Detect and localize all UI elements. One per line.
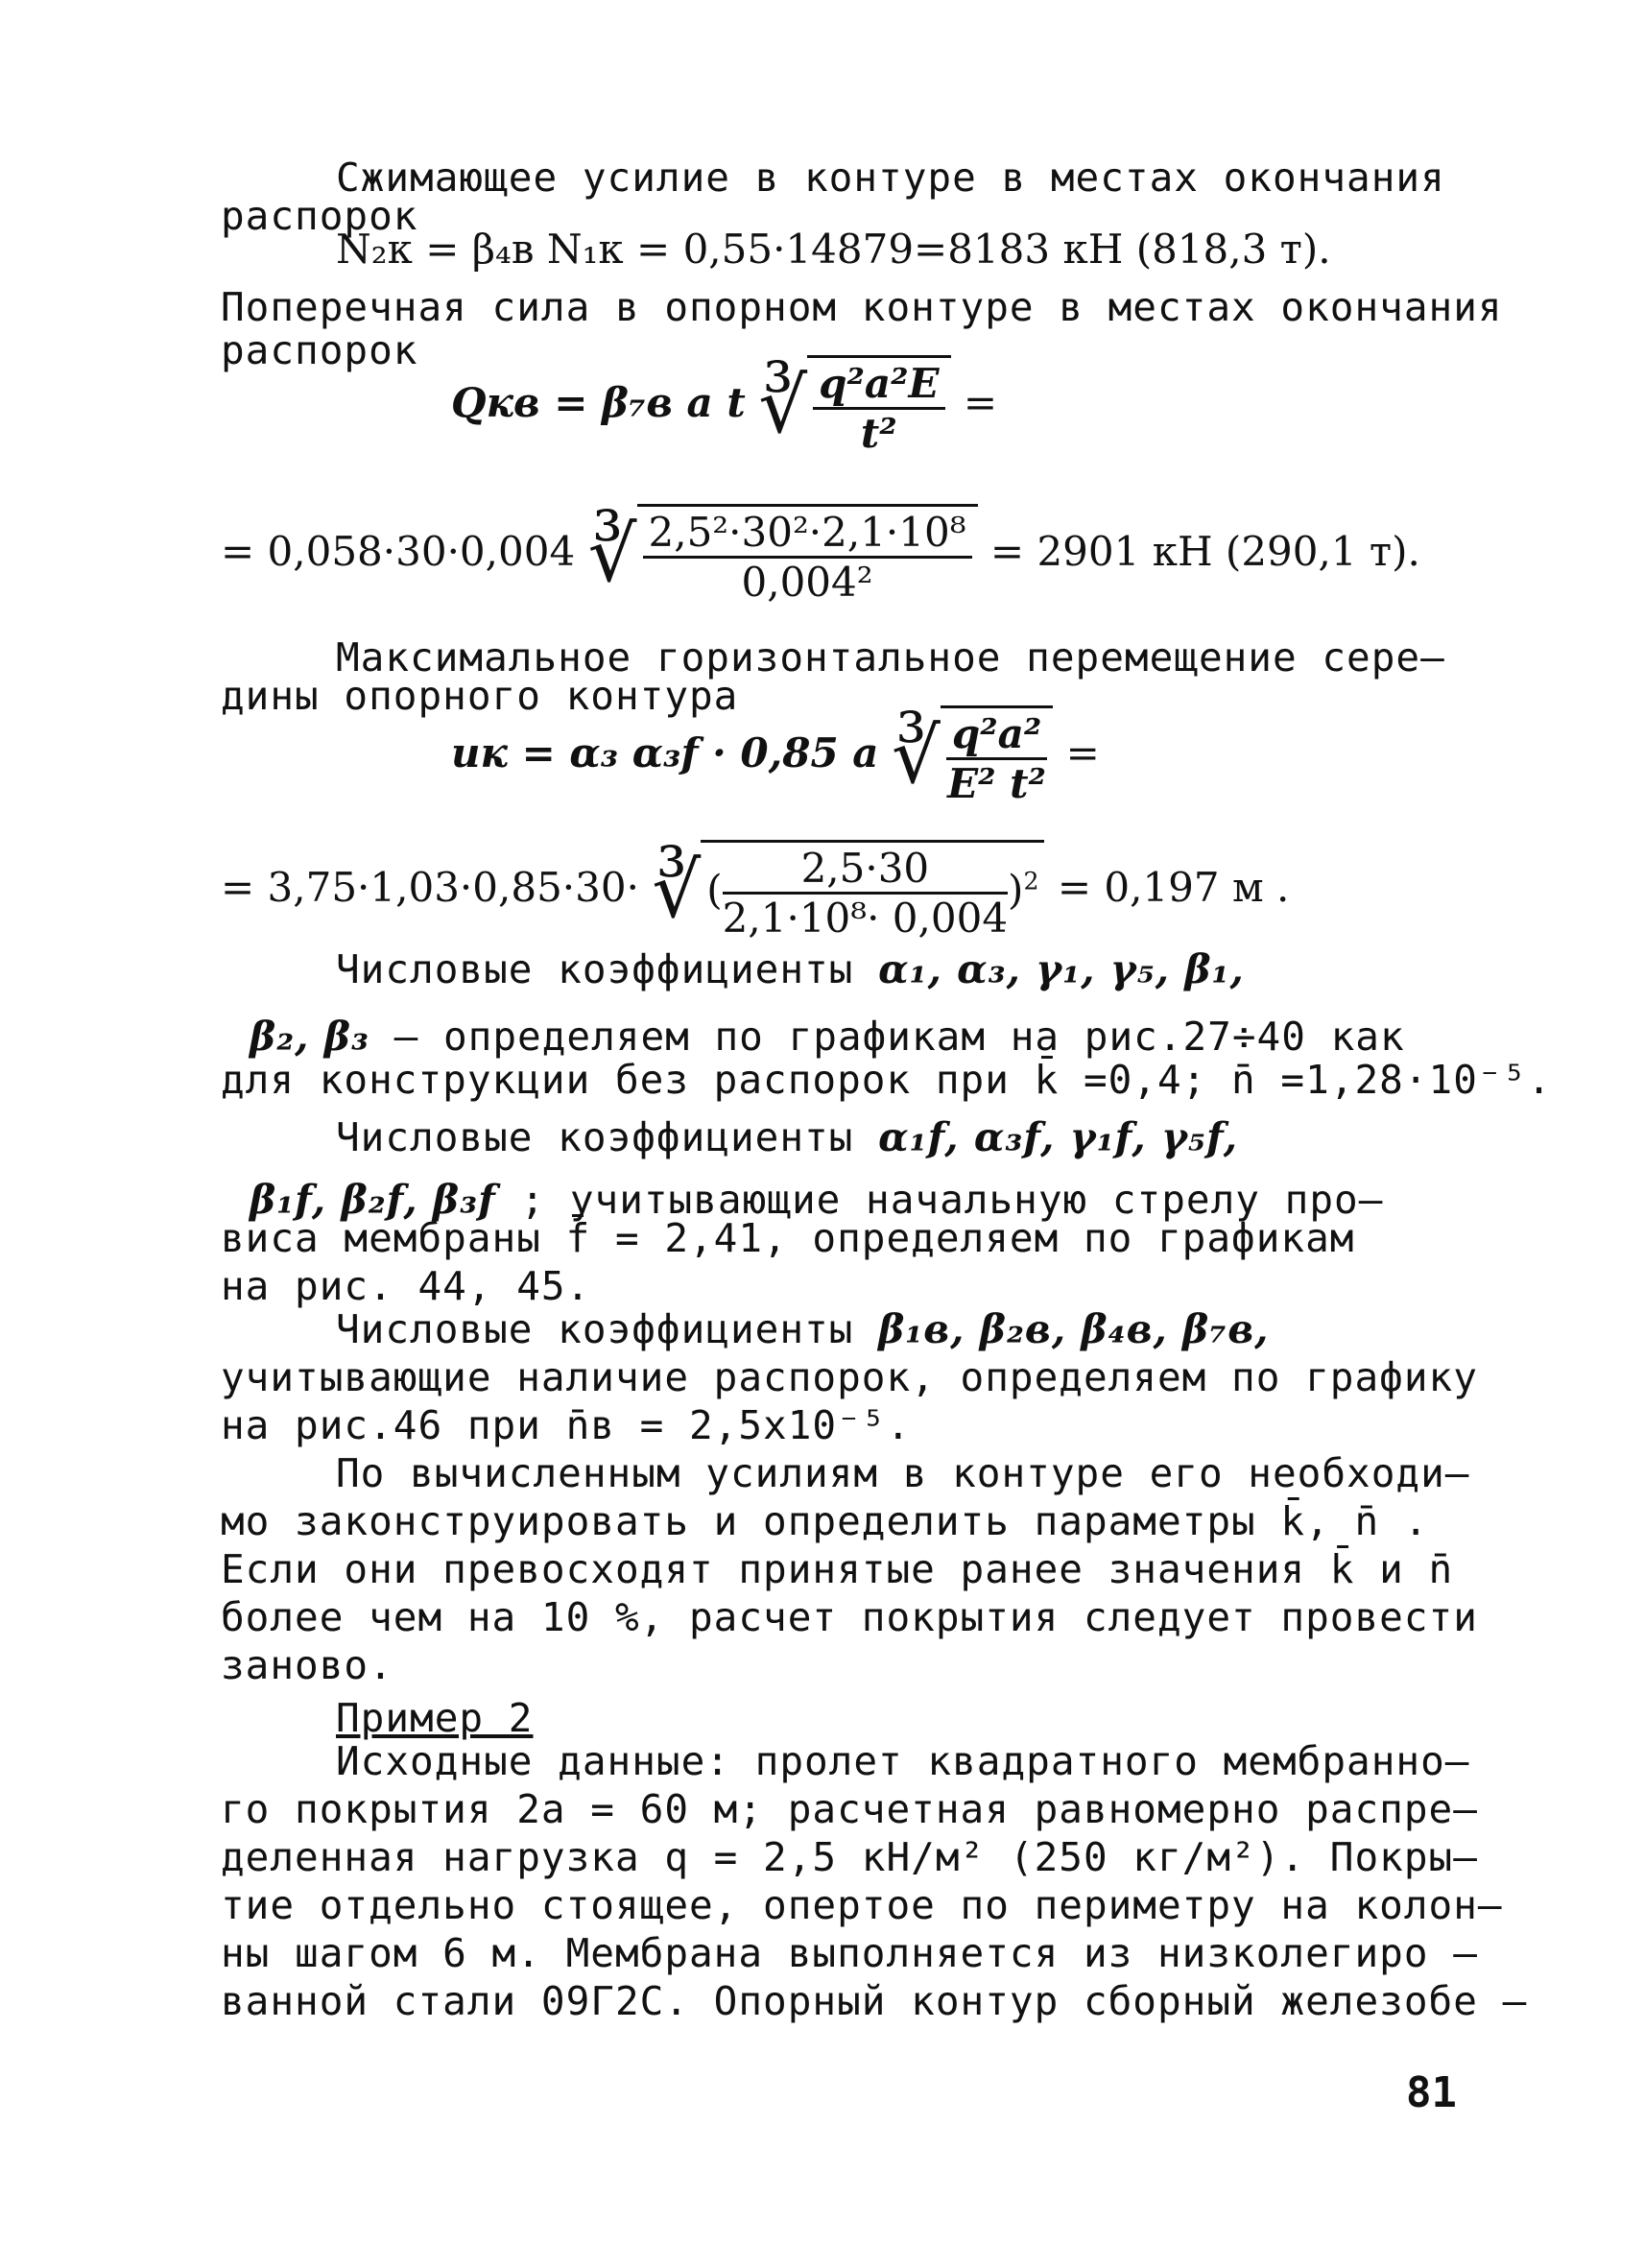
- text-line: Если они превосходят принятые ранее значения k̄ и n̄: [221, 1546, 1454, 1592]
- formula-lhs: = 0,058·30·0,004: [221, 528, 576, 575]
- cube-root-icon: ∛: [758, 361, 808, 450]
- denominator: 0,004²: [741, 559, 873, 606]
- cube-root-icon: ∛: [652, 846, 702, 935]
- formula-lhs: = 3,75·1,03·0,85·30·: [221, 864, 639, 911]
- formula-lhs: Qкв = β₇в a t: [451, 379, 746, 426]
- equals-sign: =: [1065, 729, 1100, 776]
- formula-qkv: [451, 355, 997, 457]
- coefficient-symbols: β₁f, β₂f, β₃f: [250, 1177, 496, 1223]
- text-segment: Числовые коэффициенты: [336, 1306, 854, 1352]
- formula-uk-value: [221, 840, 1289, 942]
- numerator: 2,5²·30²·2,1·10⁸: [643, 509, 972, 559]
- formula-result: = 2901 кН (290,1 т).: [989, 528, 1420, 575]
- text-line: на рис.46 при n̄в = 2,5x10⁻⁵.: [221, 1402, 912, 1448]
- coefficient-symbols: α₁, α₃, γ₁, γ₅, β₁,: [878, 946, 1245, 992]
- formula-qkv-value: [221, 504, 1420, 606]
- radicand: [807, 355, 950, 457]
- text-line: го покрытия 2a = 60 м; расчетная равномерно распре–: [221, 1786, 1478, 1832]
- text-line: на рис. 44, 45.: [221, 1263, 591, 1309]
- formula-n2k: [336, 226, 1331, 273]
- page-number: 81: [1406, 2068, 1457, 2117]
- text-segment: Числовые коэффициенты: [336, 946, 854, 992]
- text-line: заново.: [221, 1642, 393, 1688]
- formula-uk: [451, 705, 1100, 807]
- text-line: По вычисленным усилиям в контуре его необходи–: [336, 1450, 1470, 1496]
- text-line: Исходные данные: пролет квадратного мембранно–: [336, 1738, 1470, 1784]
- equals-sign: =: [963, 379, 998, 426]
- text-line: Сжимающее усилие в контуре в местах окончания: [336, 155, 1445, 201]
- text-line: Поперечная сила в опорном контуре в местах окончания: [221, 284, 1503, 330]
- formula-lhs: uк = α₃ α₃f · 0,85 a: [451, 729, 879, 776]
- fraction: [946, 710, 1047, 807]
- section-heading: Пример 2: [336, 1695, 534, 1741]
- coefficient-symbols: β₁в, β₂в, β₄в, β₇в,: [878, 1306, 1270, 1352]
- fraction: [813, 360, 944, 457]
- denominator: E² t²: [947, 760, 1046, 807]
- cube-root-icon: ∛: [587, 510, 637, 599]
- coefficient-symbols: α₁f, α₃f, γ₁f, γ₅f,: [878, 1114, 1238, 1160]
- numerator: q²a²E: [813, 360, 944, 410]
- text-line: мо законструировать и определить параметры k̄, n̄ .: [221, 1498, 1429, 1544]
- formula-result: = 0,197 м .: [1057, 864, 1290, 911]
- text-line: [336, 1113, 1238, 1161]
- text-line: распорок: [221, 327, 418, 373]
- text-line: тие отдельно стоящее, опертое по периметру на колон–: [221, 1882, 1503, 1928]
- text-line: дины опорного контура: [221, 673, 739, 719]
- radicand: [637, 504, 978, 606]
- radicand: ( $\frac{2,5\cdot 30}{\text{2,1·10⁸· 0,004}}$ )$^2$: [701, 840, 1044, 942]
- text-segment: – определяем по графикам на рис.27÷40 как: [393, 1014, 1405, 1060]
- radicand: [941, 705, 1053, 807]
- text-line: распорок: [221, 193, 418, 239]
- text-segment: Числовые коэффициенты: [336, 1114, 854, 1160]
- text-line: более чем на 10 %, расчет покрытия следует провести: [221, 1594, 1478, 1640]
- text-line: ны шагом 6 м. Мембрана выполняется из низколегиро –: [221, 1930, 1478, 1976]
- text-line: ванной стали 09Г2С. Опорный контур сборный железобе –: [221, 1978, 1528, 2024]
- denominator: t²: [860, 410, 897, 457]
- text-line: деленная нагрузка q = 2,5 кН/м² (250 кг/м²). Покры–: [221, 1834, 1478, 1880]
- numerator: q²a²: [946, 710, 1047, 760]
- fraction: [643, 509, 972, 606]
- text-line: [336, 945, 1245, 993]
- numerator: 2,5·30: [723, 845, 1008, 895]
- text-line: Максимальное горизонтальное перемещение сере–: [336, 634, 1445, 680]
- text-segment: ; учитывающие начальную стрелу про–: [520, 1177, 1384, 1223]
- text-line: [250, 1013, 1405, 1061]
- text-line: [336, 1305, 1269, 1353]
- fraction: [723, 845, 1008, 942]
- cube-root-icon: ∛: [891, 711, 941, 800]
- coefficient-symbols: β₂, β₃: [250, 1014, 369, 1060]
- text-line: виса мембраны f̄ = 2,41, определяем по графикам: [221, 1215, 1355, 1261]
- denominator: 2,1·10⁸· 0,004: [722, 895, 1009, 942]
- text-line: учитывающие наличие распорок, определяем по графику: [221, 1354, 1478, 1400]
- formula-text: N₂к = β₄в N₁к = 0,55·14879=8183 кН (818,3 т).: [336, 226, 1331, 273]
- text-line: для конструкции без распорок при k̄ =0,4; n̄ =1,28·10⁻⁵.: [221, 1057, 1552, 1103]
